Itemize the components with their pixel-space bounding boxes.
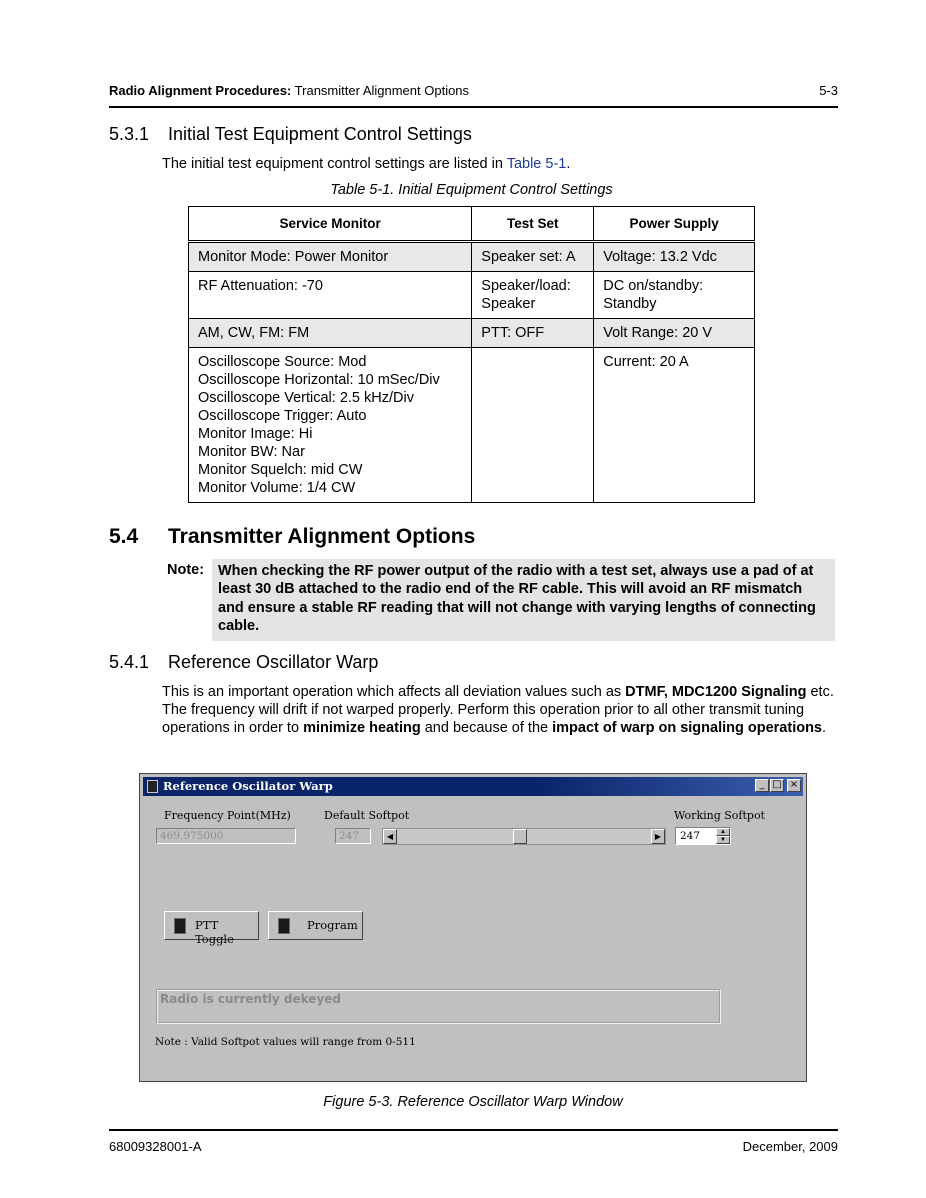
para-text: etc. The frequency will drift if not warped properly. Perform this operation prior to all other transmit tuning operations in order to (162, 684, 834, 736)
radio-icon (174, 918, 186, 934)
frequency-point-label: Frequency Point(MHz) (164, 809, 291, 822)
page-number: 5-3 (819, 83, 838, 98)
equipment-settings-table (188, 206, 755, 503)
ptt-toggle-button[interactable] (164, 911, 259, 946)
header-chapter: Radio Alignment Procedures: (109, 83, 292, 98)
document-number: 68009328001-A (109, 1139, 202, 1154)
section-5-3-1-number: 5.3.1 (109, 124, 150, 144)
softpot-range-note: Note : Valid Softpot values will range from 0-511 (155, 1036, 416, 1048)
intro-text: The initial test equipment control settings are listed in (162, 156, 507, 172)
maximize-button[interactable]: □ (770, 779, 784, 792)
section-5-4-1-number: 5.4.1 (109, 652, 150, 672)
radio-app-icon (147, 780, 158, 793)
table-cell: Monitor Mode: Power Monitor (189, 242, 472, 272)
section-5-4-1-paragraph (162, 683, 838, 737)
table-cell: Speaker/load: Speaker (472, 272, 594, 319)
program-button[interactable] (268, 911, 363, 940)
table-cell: AM, CW, FM: FM (189, 319, 472, 348)
table-caption: Table 5-1. Initial Equipment Control Settings (330, 182, 613, 198)
table-cell: Speaker set: A (472, 242, 594, 272)
section-5-3-1-title: Initial Test Equipment Control Settings (168, 124, 472, 144)
minimize-button[interactable]: _ (755, 779, 769, 792)
footer-rule (109, 1129, 838, 1131)
table-cell: Voltage: 13.2 Vdc (594, 242, 755, 272)
table-row (189, 319, 755, 348)
table-cell: PTT: OFF (472, 319, 594, 348)
table-header-cell: Test Set (472, 207, 594, 242)
table-cell: DC on/standby: Standby (594, 272, 755, 319)
status-text: Radio is currently dekeyed (160, 992, 341, 1006)
section-5-3-1-intro (162, 155, 570, 173)
slider-thumb[interactable] (513, 829, 527, 844)
table-5-1-link[interactable]: Table 5-1 (506, 156, 567, 172)
working-softpot-label: Working Softpot (674, 809, 765, 822)
default-softpot-label: Default Softpot (324, 809, 410, 822)
table-cell: Current: 20 A (594, 348, 755, 503)
running-header (109, 83, 469, 98)
table-cell (472, 348, 594, 503)
slider-left-arrow-icon[interactable]: ◀ (383, 829, 397, 844)
para-text: and because of the (420, 720, 553, 736)
header-rule (109, 106, 838, 108)
window-title: Reference Oscillator Warp (163, 779, 333, 793)
header-section: Transmitter Alignment Options (294, 83, 470, 98)
section-5-4-number: 5.4 (109, 525, 139, 548)
section-5-4-title: Transmitter Alignment Options (168, 525, 476, 548)
window-title-bar[interactable] (143, 777, 803, 796)
para-text: This is an important operation which affects all deviation values such as (162, 684, 626, 700)
table-cell: RF Attenuation: -70 (189, 272, 472, 319)
table-row (189, 242, 755, 272)
program-label: Program (307, 918, 358, 932)
table-header-cell: Service Monitor (189, 207, 472, 242)
radio-program-icon (278, 918, 290, 934)
section-5-4-1-title: Reference Oscillator Warp (168, 652, 379, 672)
table-cell: Oscilloscope Source: Mod Oscilloscope Horizontal: 10 mSec/Div Oscilloscope Vertical: 2.5 kHz/Div Oscilloscope Trigger: Auto Monitor Image: Hi Monitor BW: Nar Monitor Squelch: mid CW Monitor Volume: 1/4 CW (189, 348, 472, 503)
figure-caption: Figure 5-3. Reference Oscillator Warp Window (323, 1094, 623, 1110)
intro-period: . (566, 156, 571, 172)
reference-oscillator-warp-window (139, 773, 807, 1082)
table-row (189, 348, 755, 503)
spin-down-icon[interactable]: ▼ (716, 836, 730, 844)
table-row (189, 272, 755, 319)
note-text: When checking the RF power output of the radio with a test set, always use a pad of at least 30 dB attached to the radio end of the RF cable. This will avoid an RF mismatch and ensure a stable RF reading that will not change with varying lengths of connecting cable. (218, 563, 816, 634)
slider-right-arrow-icon[interactable]: ▶ (651, 829, 665, 844)
softpot-slider[interactable] (382, 828, 666, 845)
working-softpot-spinbox[interactable] (675, 827, 731, 845)
note-label: Note: (167, 562, 205, 578)
frequency-point-field: 469.975000 (156, 828, 296, 844)
para-bold: impact of warp on signaling operations (552, 720, 822, 736)
ptt-toggle-label: PTT Toggle (195, 918, 234, 946)
para-text: . (822, 720, 827, 736)
default-softpot-field: 247 (335, 828, 371, 844)
working-softpot-value[interactable]: 247 (680, 830, 701, 842)
table-cell: Volt Range: 20 V (594, 319, 755, 348)
para-bold: minimize heating (303, 720, 421, 736)
close-button[interactable]: × (787, 779, 801, 792)
table-header-cell: Power Supply (594, 207, 755, 242)
para-bold: DTMF, MDC1200 Signaling (625, 684, 807, 700)
publication-date: December, 2009 (742, 1139, 838, 1154)
status-box (156, 989, 721, 1024)
spin-up-icon[interactable]: ▲ (716, 828, 730, 836)
